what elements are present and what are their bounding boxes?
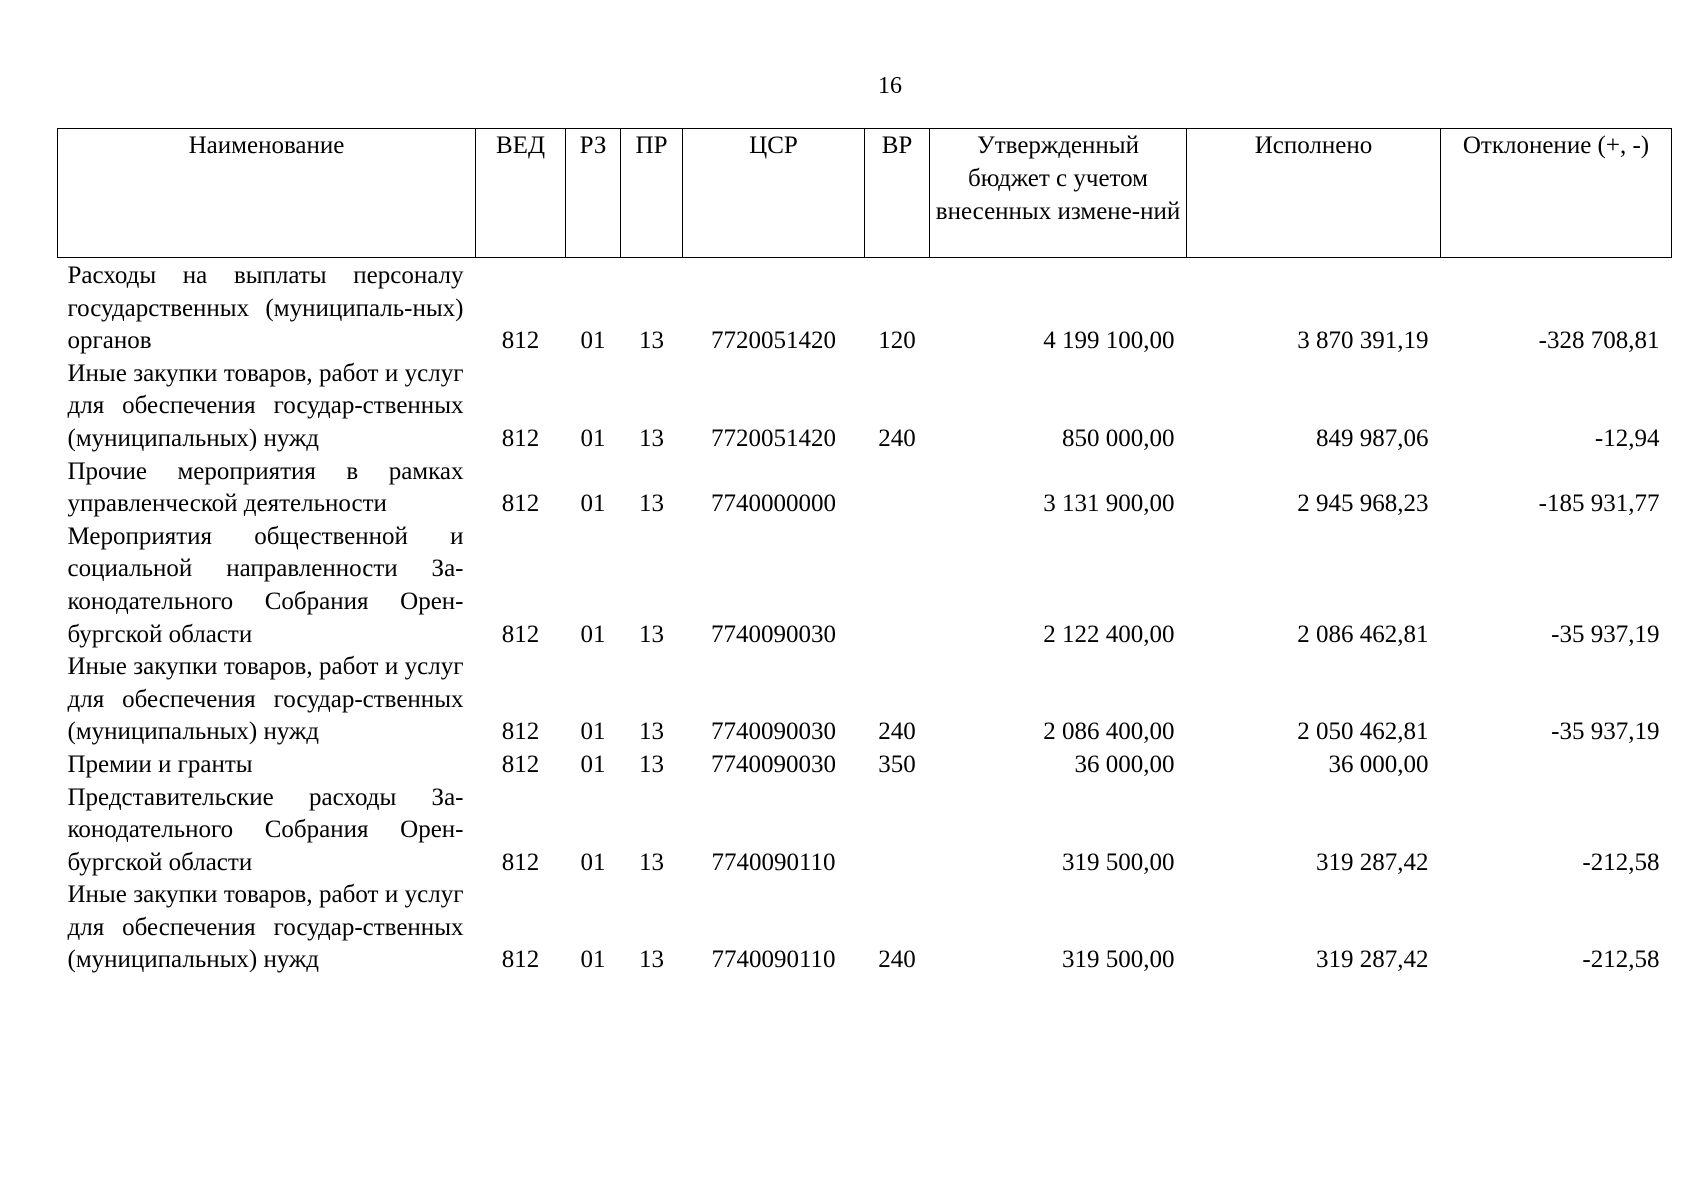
table-row (58, 358, 1672, 456)
row-vr (865, 456, 930, 521)
header-budget: Утвержденный бюджет с учетом внесенных измене-ний (930, 129, 1187, 258)
row-vr: 240 (878, 424, 916, 452)
row-deviation: -12,94 (1594, 424, 1660, 452)
row-deviation (1441, 749, 1672, 782)
header-row (58, 129, 1672, 258)
row-pr: 13 (639, 424, 664, 452)
row-vr: 240 (878, 718, 916, 746)
header-ved: ВЕД (476, 129, 566, 258)
row-csr: 7740090030 (711, 750, 836, 778)
row-name: Мероприятия общественной и социальной направленности За-конодательного Собрания Орен-бургской области (67, 522, 464, 648)
table-header (58, 129, 1672, 258)
row-pr: 13 (639, 490, 664, 518)
row-budget: 319 500,00 (1062, 848, 1175, 876)
row-deviation: -185 931,77 (1538, 490, 1660, 518)
row-vr (865, 782, 930, 880)
row-ved: 812 (501, 490, 540, 518)
row-done: 2 086 462,81 (1297, 620, 1429, 648)
table-body (58, 258, 1672, 978)
row-rz: 01 (580, 490, 606, 518)
table-row (58, 749, 1672, 782)
row-done: 319 287,42 (1316, 946, 1429, 974)
row-ved: 812 (501, 327, 540, 355)
row-ved: 812 (501, 750, 540, 778)
row-csr: 7720051420 (711, 424, 836, 452)
row-pr: 13 (639, 327, 664, 355)
row-vr: 120 (878, 327, 916, 355)
header-name: Наименование (58, 129, 476, 258)
row-done: 2 050 462,81 (1297, 718, 1429, 746)
row-name: Иные закупки товаров, работ и услуг для обеспечения государ-ственных (муниципальных) нужд (67, 653, 464, 746)
header-vr: ВР (865, 129, 930, 258)
table-row (58, 651, 1672, 749)
row-budget: 2 122 400,00 (1043, 620, 1175, 648)
table-row (58, 456, 1672, 521)
row-deviation: -35 937,19 (1551, 620, 1660, 648)
row-ved: 812 (501, 718, 540, 746)
row-ved: 812 (501, 946, 540, 974)
row-csr: 7740090030 (711, 620, 836, 648)
row-deviation: -35 937,19 (1551, 718, 1660, 746)
row-name: Представительские расходы За-конодательного Собрания Орен-бургской области (67, 783, 464, 876)
row-budget: 36 000,00 (1074, 750, 1175, 778)
row-csr: 7740090030 (711, 718, 836, 746)
row-ved: 812 (501, 424, 540, 452)
table-row (58, 879, 1672, 977)
header-pr: ПР (621, 129, 683, 258)
row-pr: 13 (639, 620, 664, 648)
row-ved: 812 (501, 620, 540, 648)
row-rz: 01 (580, 620, 606, 648)
row-deviation: -212,58 (1582, 848, 1660, 876)
row-name: Прочие мероприятия в рамках управленческой деятельности (67, 457, 464, 518)
budget-execution-table (57, 128, 1672, 977)
page-number: 16 (878, 73, 902, 99)
row-name: Иные закупки товаров, работ и услуг для обеспечения государ-ственных (муниципальных) нужд (67, 359, 464, 452)
row-budget: 850 000,00 (1062, 424, 1175, 452)
row-ved: 812 (501, 848, 540, 876)
row-name: Иные закупки товаров, работ и услуг для обеспечения государ-ственных (муниципальных) нужд (67, 881, 464, 974)
row-budget: 4 199 100,00 (1043, 327, 1175, 355)
row-pr: 13 (639, 750, 664, 778)
row-budget: 3 131 900,00 (1043, 490, 1175, 518)
header-deviation: Отклонение (+, -) (1441, 129, 1672, 258)
row-vr: 240 (878, 946, 916, 974)
row-vr: 350 (878, 750, 916, 778)
row-budget: 319 500,00 (1062, 946, 1175, 974)
row-rz: 01 (580, 848, 606, 876)
row-rz: 01 (580, 327, 606, 355)
row-pr: 13 (639, 848, 664, 876)
row-done: 3 870 391,19 (1297, 327, 1429, 355)
row-rz: 01 (580, 718, 606, 746)
row-rz: 01 (580, 424, 606, 452)
row-name: Расходы на выплаты персоналу государственных (муниципаль-ных) органов (67, 262, 464, 355)
row-csr: 7740000000 (711, 490, 836, 518)
header-done: Исполнено (1187, 129, 1441, 258)
row-done: 319 287,42 (1316, 848, 1429, 876)
row-deviation: -212,58 (1582, 946, 1660, 974)
table-row (58, 521, 1672, 651)
row-budget: 2 086 400,00 (1043, 718, 1175, 746)
row-vr (865, 521, 930, 651)
row-csr: 7740090110 (711, 848, 836, 876)
row-csr: 7720051420 (711, 327, 836, 355)
row-done: 849 987,06 (1316, 424, 1429, 452)
table-row (58, 258, 1672, 358)
row-deviation: -328 708,81 (1538, 327, 1660, 355)
header-csr: ЦСР (683, 129, 865, 258)
row-pr: 13 (639, 946, 664, 974)
row-rz: 01 (580, 946, 606, 974)
table-row (58, 782, 1672, 880)
row-name: Премии и гранты (67, 750, 253, 778)
row-pr: 13 (639, 718, 664, 746)
row-done: 36 000,00 (1328, 750, 1429, 778)
header-rz: РЗ (566, 129, 621, 258)
row-csr: 7740090110 (711, 946, 836, 974)
row-done: 2 945 968,23 (1297, 490, 1429, 518)
row-rz: 01 (580, 750, 606, 778)
